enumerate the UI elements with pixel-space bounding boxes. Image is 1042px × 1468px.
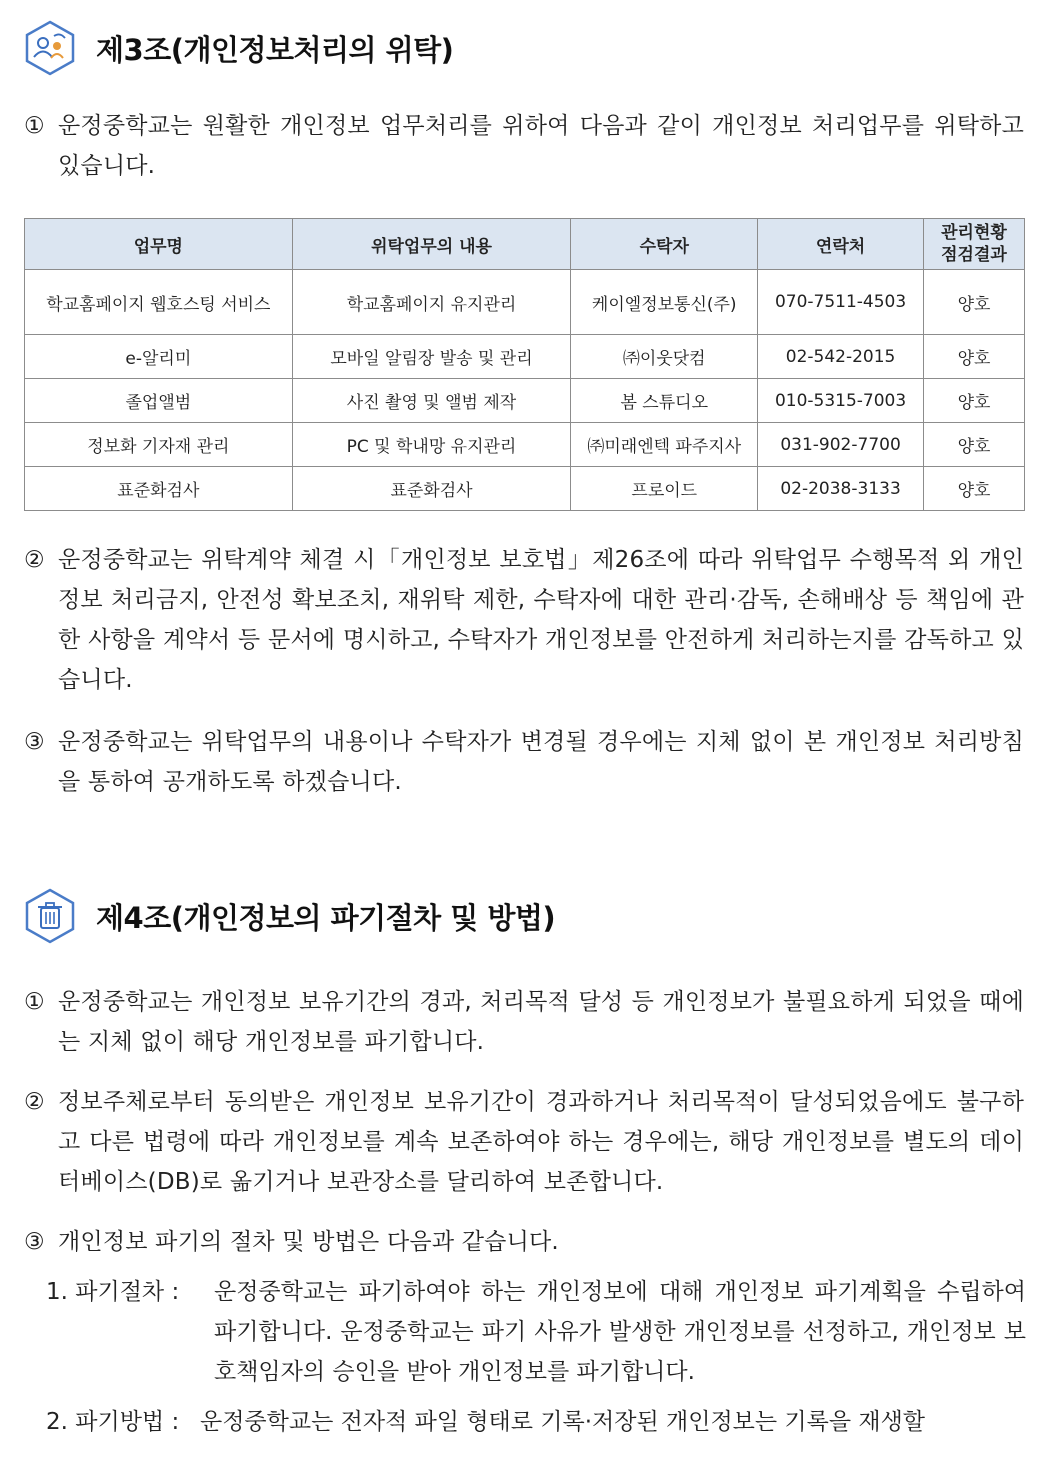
section4-item-1 <box>46 1272 1026 1392</box>
table-cell: 표준화검사 <box>292 467 571 511</box>
table-cell: ㈜이웃닷컴 <box>571 335 758 379</box>
section3-heading <box>24 20 453 76</box>
section4-heading <box>24 888 555 944</box>
para-number: ② <box>24 547 45 573</box>
section4-item-2 <box>46 1402 1026 1442</box>
para-text: 정보주체로부터 동의받은 개인정보 보유기간이 경과하거나 처리목적이 달성되었음에도 불구하고 다른 법령에 따라 개인정보를 계속 보존하여야 하는 경우에는, 해당 개인정보를 별도의 데이터베이스(DB)로 옮기거나 보관장소를 달리하여 보존합니다. <box>58 1089 1024 1195</box>
trash-icon <box>24 888 76 944</box>
table-cell: 양호 <box>923 379 1024 423</box>
table-cell: 양호 <box>923 335 1024 379</box>
table-cell: 표준화검사 <box>25 467 293 511</box>
table-row <box>25 379 1025 423</box>
section3-para-3 <box>24 722 1024 802</box>
section3-para-1 <box>24 106 1024 186</box>
header-contractor: 수탁자 <box>571 219 758 270</box>
para-text: 개인정보 파기의 절차 및 방법은 다음과 같습니다. <box>58 1229 559 1255</box>
table-cell: 학교홈페이지 유지관리 <box>292 270 571 335</box>
item-text: 운정중학교는 전자적 파일 형태로 기록·저장된 개인정보는 기록을 재생할 <box>200 1409 926 1435</box>
para-text: 운정중학교는 원활한 개인정보 업무처리를 위하여 다음과 같이 개인정보 처리업무를 위탁하고 있습니다. <box>58 113 1024 179</box>
table-header-row <box>25 219 1025 270</box>
table-cell: 02-2038-3133 <box>758 467 924 511</box>
table-cell: 봄 스튜디오 <box>571 379 758 423</box>
table-cell: ㈜미래엔텍 파주지사 <box>571 423 758 467</box>
table-cell: 프로이드 <box>571 467 758 511</box>
table-cell: 양호 <box>923 270 1024 335</box>
header-check-result-text: 관리현황 점검결과 <box>941 223 1007 265</box>
section4-para-1 <box>24 982 1024 1062</box>
header-task: 업무명 <box>25 219 293 270</box>
table-cell: 모바일 알림장 발송 및 관리 <box>292 335 571 379</box>
section4-para-2 <box>24 1082 1024 1202</box>
table-cell: 학교홈페이지 웹호스팅 서비스 <box>25 270 293 335</box>
para-number: ③ <box>24 1229 45 1255</box>
item-label: 2. 파기방법 : <box>46 1409 180 1435</box>
section3-para-2 <box>24 540 1024 700</box>
table-cell: 070-7511-4503 <box>758 270 924 335</box>
table-row <box>25 335 1025 379</box>
header-content: 위탁업무의 내용 <box>292 219 571 270</box>
table-cell: 졸업앨범 <box>25 379 293 423</box>
para-text: 운정중학교는 개인정보 보유기간의 경과, 처리목적 달성 등 개인정보가 불필요하게 되었을 때에는 지체 없이 해당 개인정보를 파기합니다. <box>58 989 1024 1055</box>
person-share-icon <box>24 20 76 76</box>
table-cell: 양호 <box>923 423 1024 467</box>
para-number: ① <box>24 989 45 1015</box>
section3-title: 제3조(개인정보처리의 위탁) <box>96 32 454 67</box>
item-label: 1. 파기절차 : <box>46 1279 180 1305</box>
header-check-result <box>923 219 1024 270</box>
section4-para-3 <box>24 1222 1024 1262</box>
para-number: ③ <box>24 729 45 755</box>
table-cell: 010-5315-7003 <box>758 379 924 423</box>
para-number: ② <box>24 1089 45 1115</box>
section4-title: 제4조(개인정보의 파기절차 및 방법) <box>96 900 556 935</box>
table-row <box>25 270 1025 335</box>
table-cell: 사진 촬영 및 앨범 제작 <box>292 379 571 423</box>
table-row <box>25 467 1025 511</box>
table-cell: 양호 <box>923 467 1024 511</box>
consignment-table <box>24 218 1025 511</box>
table-row <box>25 423 1025 467</box>
table-cell: e-알리미 <box>25 335 293 379</box>
para-number: ① <box>24 113 45 139</box>
table-cell: 정보화 기자재 관리 <box>25 423 293 467</box>
table-cell: 031-902-7700 <box>758 423 924 467</box>
table-cell: 02-542-2015 <box>758 335 924 379</box>
para-text: 운정중학교는 위탁계약 체결 시「개인정보 보호법」제26조에 따라 위탁업무 수행목적 외 개인정보 처리금지, 안전성 확보조치, 재위탁 제한, 수탁자에 대한 관리·감독, 손해배상 등 책임에 관한 사항을 계약서 등 문서에 명시하고, 수탁자가 개인정보를 안전하게 처리하는지를 감독하고 있습니다. <box>58 547 1024 693</box>
item-text: 운정중학교는 파기하여야 하는 개인정보에 대해 개인정보 파기계획을 수립하여 파기합니다. 운정중학교는 파기 사유가 발생한 개인정보를 선정하고, 개인정보 보호책임자의 승인을 받아 개인정보를 파기합니다. <box>214 1279 1026 1385</box>
para-text: 운정중학교는 위탁업무의 내용이나 수탁자가 변경될 경우에는 지체 없이 본 개인정보 처리방침을 통하여 공개하도록 하겠습니다. <box>58 729 1024 795</box>
table-cell: PC 및 학내망 유지관리 <box>292 423 571 467</box>
header-contact: 연락처 <box>758 219 924 270</box>
table-cell: 케이엘정보통신(주) <box>571 270 758 335</box>
